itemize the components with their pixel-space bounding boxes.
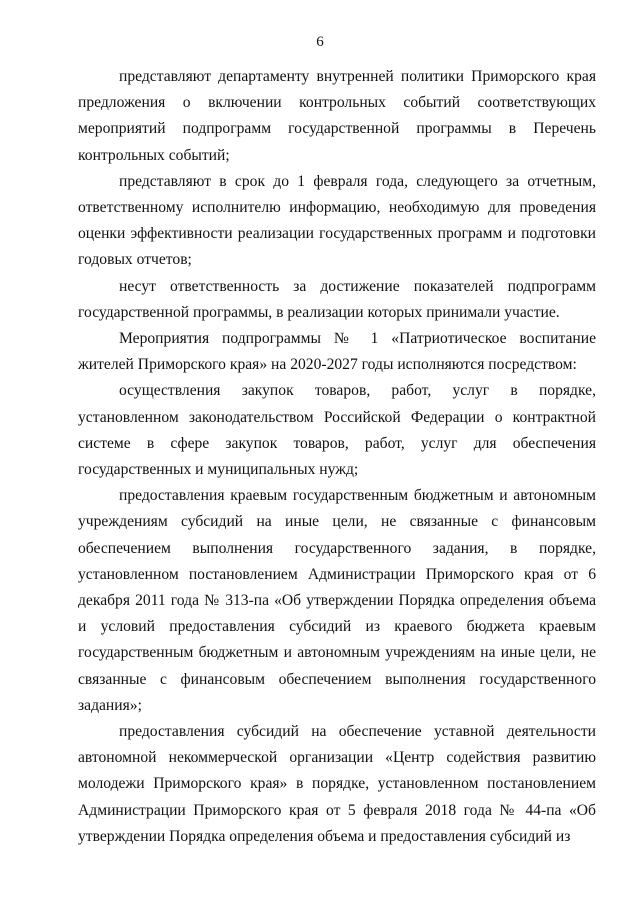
paragraph: представляют в срок до 1 февраля года, следующего за отчетным, ответственному исполнителю информацию, необходимую для проведения оценки эффективности реализации государственных программ и подготовки годовых отчетов; bbox=[78, 172, 596, 269]
paragraph: осуществления закупок товаров, работ, услуг в порядке, установленном законодательством Российской Федерации о контрактной системе в сфере закупок товаров, работ, услуг для обеспечения государственных и муниципальных нужд; bbox=[78, 382, 596, 479]
paragraph: представляют департаменту внутренней политики Приморского края предложения о включении контрольных событий соответствующих мероприятий подпрограмм государственной программы в Перечень контрольных событий; bbox=[78, 68, 596, 164]
paragraph: Мероприятия подпрограммы № 1 «Патриотическое воспитание жителей Приморского края» на 2020-2027 годы исполняются посредством: bbox=[78, 330, 596, 374]
page-number: 6 bbox=[316, 34, 324, 50]
paragraph: несут ответственность за достижение показателей подпрограмм государственной программы, в реализации которых принимали участие. bbox=[78, 277, 596, 321]
paragraph: предоставления краевым государственным бюджетным и автономным учреждениям субсидий на иные цели, не связанные с финансовым обеспечением выполнения государственного задания, в порядке, установленном постановлением Администрации Приморского края от 6 декабря 2011 года № 313-па «Об утверждении Порядка определения объема и условий предоставления субсидий из краевого бюджета краевым государственным бюджетным и автономным учреждениям на иные цели, не связанные с финансовым обеспечением выполнения государственного задания»; bbox=[78, 487, 596, 714]
paragraph: предоставления субсидий на обеспечение уставной деятельности автономной некоммерческой организации «Центр содействия развитию молодежи Приморского края» в порядке, установленном постановлением Администрации Приморского края от 5 февраля 2018 года № 44-па «Об утверждении Порядка определения объема и предоставления субсидий из bbox=[78, 723, 596, 845]
document-body bbox=[78, 64, 596, 850]
